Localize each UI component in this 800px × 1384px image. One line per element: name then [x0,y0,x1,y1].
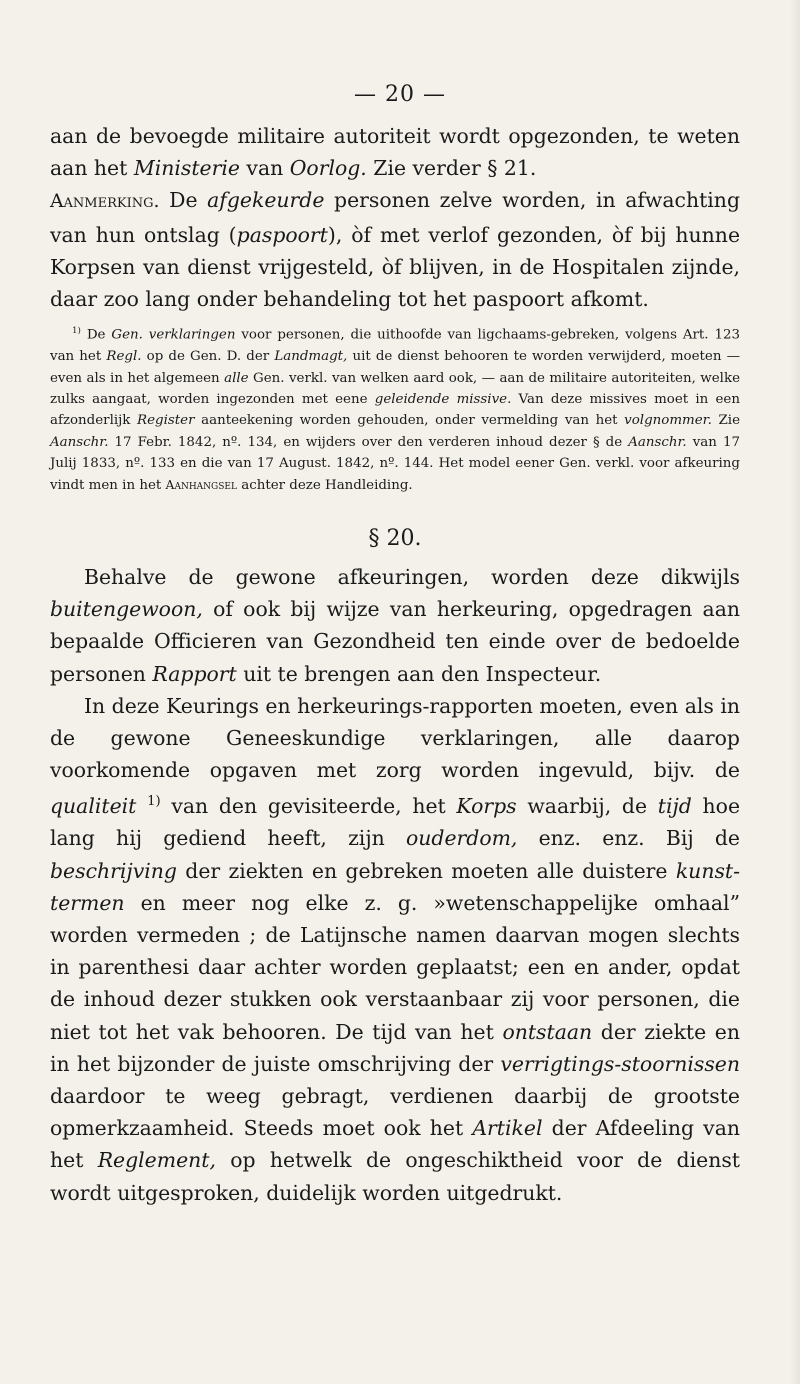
page-content [50,120,740,1209]
section-heading: § 20. [368,525,422,551]
paragraph-continued: aan de bevoegde militaire autoriteit wordt opgezonden, te weten aan het Ministerie van Oorlog. Zie verder § 21. [50,124,740,181]
paper-edge [790,0,800,1384]
page-number: — 20 — [354,82,446,107]
footnote-marker: 1) [72,326,81,337]
paragraph-keurings: In deze Keurings en herkeurings-rapporten moeten, even als in de gewone Geneeskundige verklaringen, alle daarop voorkomende opgaven met zorg worden ingevuld, bijv. de qualiteit $^{1)}$ van den gevisiteerde, het Korps waarbij, de tijd hoe lang hij gediend heeft, zijn ouderdom, enz. enz. Bij de beschrijving der ziekten en gebreken moeten alle duistere kunst-termen en meer nog elke z. g. »wetenschappelijke omhaal” worden vermeden ; de Latijnsche namen daarvan mogen slechts in parenthesi daar achter worden geplaatst; een en ander, opdat de inhoud dezer stukken ook verstaanbaar zij voor personen, die niet tot het vak behooren. De tijd van het ontstaan der ziekte en in het bijzonder de juiste omschrijving der verrigtings-stoornissen daardoor te weeg gebragt, verdienen daarbij de grootste opmerkzaamheid. Steeds moet ook het Artikel der Afdeeling van het Reglement, op hetwelk de ongeschiktheid voor de dienst wordt uitgesproken, duidelijk worden uitgedrukt. [50,693,741,1205]
footnote-reference: 1) [147,794,161,810]
footnote: $^{1)}$ De Gen. verklaringen voor personen, die uithoofde van ligchaams-gebreken, volgens Art. 123 van het Regl. op de Gen. D. der Landmagt, uit de dienst behooren te worden verwijderd, moeten — even als in het algemeen alle Gen. verkl. van welken aard ook, — aan de militaire autoriteiten, welke zulks aangaat, worden ingezonden met eene geleidende missive. Van deze missives moet in een afzonderlijk Register aanteekening worden gehouden, onder vermelding van het volgnommer. Zie Aanschr. 17 Febr. 1842, nº. 134, en wijders over den verderen inhoud dezer § de Aanschr. van 17 Julij 1833, nº. 133 en die van 17 August. 1842, nº. 144. Het model eener Gen. verkl. voor afkeuring vindt men in het Aanhangsel achter deze Handleiding. [50,326,741,493]
paragraph-behalve: Behalve de gewone afkeuringen, worden deze dikwijls buitengewoon, of ook bij wijze van herkeuring, opgedragen aan bepaalde Officieren van Gezondheid ten einde over de bedoelde personen Rapport uit te brengen aan den Inspecteur. [50,564,740,686]
remark-label: Aanmerking. [50,191,160,213]
remark-paragraph: Aanmerking. De afgekeurde personen zelve worden, in afwachting van hun ontslag (paspoort), òf met verlof gezonden, òf bij hunne Korpsen van dienst vrijgesteld, òf blijven, in de Hospitalen zijnde, daar zoo lang onder behandeling tot het paspoort afkomt. [50,188,741,312]
